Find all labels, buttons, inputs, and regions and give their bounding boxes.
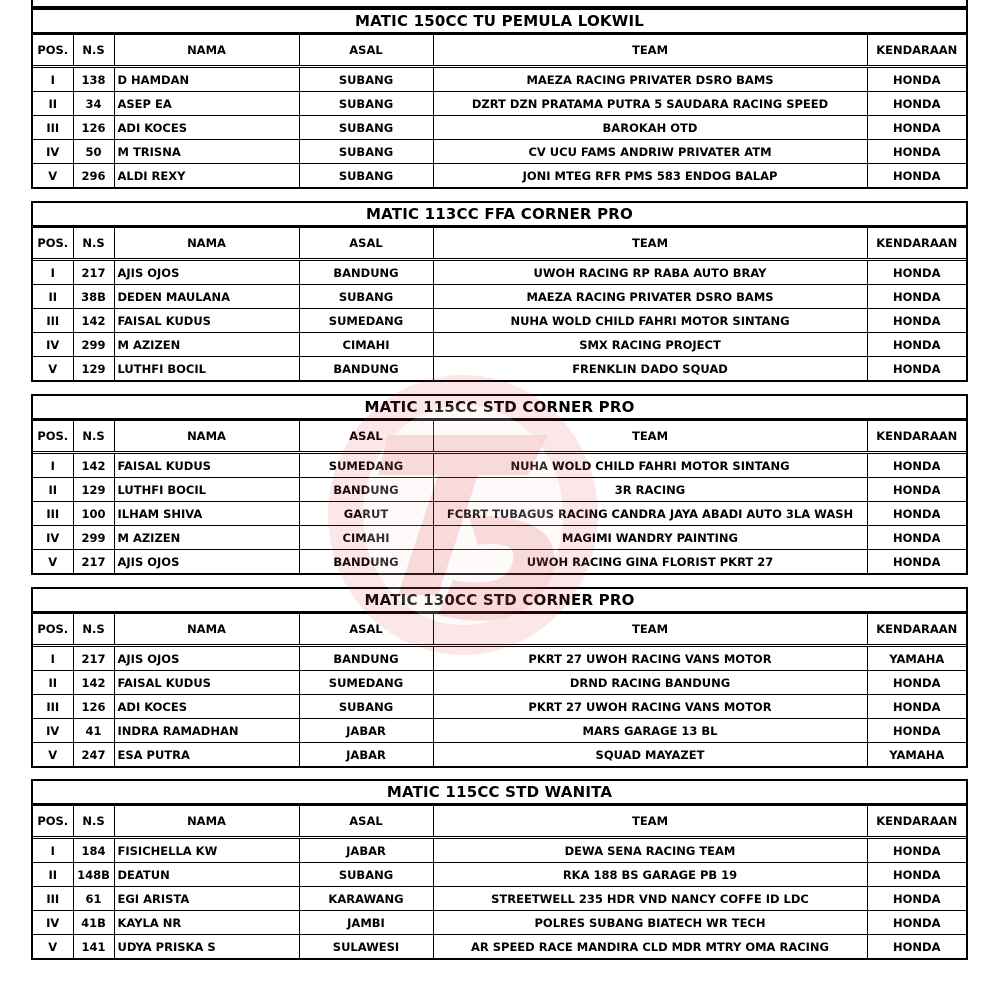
column-header-ns: N.S [73,228,114,260]
cell-asal: SUBANG [299,116,433,140]
cell-team: PKRT 27 UWOH RACING VANS MOTOR [433,695,867,719]
cell-nama: LUTHFI BOCIL [114,357,299,381]
cell-asal: JAMBI [299,911,433,935]
table-row [33,478,966,502]
cell-team: JONI MTEG RFR PMS 583 ENDOG BALAP [433,164,867,188]
table-row [33,92,966,116]
column-header-kendaraan: KENDARAAN [867,614,966,646]
cell-pos: IV [33,911,73,935]
cell-nama: DEATUN [114,863,299,887]
cell-pos: III [33,309,73,333]
cell-team: UWOH RACING RP RABA AUTO BRAY [433,260,867,285]
cell-asal: SUBANG [299,863,433,887]
results-table [33,613,966,766]
class-title: MATIC 130CC STD CORNER PRO [33,589,966,613]
table-row [33,357,966,381]
cell-team: UWOH RACING GINA FLORIST PKRT 27 [433,550,867,574]
cell-pos: IV [33,719,73,743]
column-header-asal: ASAL [299,421,433,453]
table-row [33,550,966,574]
cell-team: NUHA WOLD CHILD FAHRI MOTOR SINTANG [433,453,867,478]
cell-asal: BANDUNG [299,260,433,285]
cell-kendaraan: HONDA [867,671,966,695]
header-row [33,806,966,838]
class-title: MATIC 150CC TU PEMULA LOKWIL [33,10,966,34]
cell-ns: 34 [73,92,114,116]
results-table-block [31,587,968,768]
table-row [33,285,966,309]
cell-ns: 142 [73,309,114,333]
cell-asal: SULAWESI [299,935,433,959]
cell-kendaraan: HONDA [867,526,966,550]
cell-pos: I [33,838,73,863]
cell-team: RKA 188 BS GARAGE PB 19 [433,863,867,887]
cell-team: CV UCU FAMS ANDRIW PRIVATER ATM [433,140,867,164]
cell-team: SMX RACING PROJECT [433,333,867,357]
header-row [33,614,966,646]
table-row [33,140,966,164]
cell-nama: FAISAL KUDUS [114,309,299,333]
cell-nama: DEDEN MAULANA [114,285,299,309]
cell-asal: JABAR [299,838,433,863]
cell-nama: LUTHFI BOCIL [114,478,299,502]
cell-team: SQUAD MAYAZET [433,743,867,767]
cell-nama: FAISAL KUDUS [114,671,299,695]
column-header-nama: NAMA [114,806,299,838]
results-table-block [31,201,968,382]
cell-team: DZRT DZN PRATAMA PUTRA 5 SAUDARA RACING SPEED [433,92,867,116]
results-table [33,805,966,958]
cell-ns: 142 [73,671,114,695]
cell-pos: I [33,260,73,285]
cell-kendaraan: HONDA [867,887,966,911]
cell-nama: FISICHELLA KW [114,838,299,863]
cell-ns: 50 [73,140,114,164]
cell-pos: V [33,935,73,959]
table-row [33,935,966,959]
cell-team: BAROKAH OTD [433,116,867,140]
cell-asal: CIMAHI [299,333,433,357]
cell-nama: FAISAL KUDUS [114,453,299,478]
cell-nama: ADI KOCES [114,116,299,140]
cell-team: MARS GARAGE 13 BL [433,719,867,743]
cell-nama: UDYA PRISKA S [114,935,299,959]
column-header-kendaraan: KENDARAAN [867,806,966,838]
results-table-block [31,8,968,189]
table-row [33,309,966,333]
cell-nama: EGI ARISTA [114,887,299,911]
class-title: MATIC 115CC STD CORNER PRO [33,396,966,420]
cell-asal: SUBANG [299,92,433,116]
column-header-nama: NAMA [114,35,299,67]
column-header-pos: POS. [33,614,73,646]
cell-kendaraan: HONDA [867,164,966,188]
cell-kendaraan: HONDA [867,309,966,333]
cell-pos: IV [33,333,73,357]
cell-ns: 299 [73,526,114,550]
table-row [33,164,966,188]
column-header-pos: POS. [33,806,73,838]
cell-kendaraan: HONDA [867,838,966,863]
cell-ns: 126 [73,695,114,719]
cell-nama: INDRA RAMADHAN [114,719,299,743]
cell-asal: CIMAHI [299,526,433,550]
table-row [33,743,966,767]
cell-pos: V [33,550,73,574]
cell-pos: III [33,502,73,526]
cell-pos: II [33,285,73,309]
cell-asal: BANDUNG [299,550,433,574]
table-row [33,646,966,671]
cell-kendaraan: HONDA [867,550,966,574]
cell-kendaraan: HONDA [867,333,966,357]
table-row [33,67,966,92]
table-row [33,502,966,526]
cell-team: MAEZA RACING PRIVATER DSRO BAMS [433,285,867,309]
cell-nama: ESA PUTRA [114,743,299,767]
cell-ns: 41B [73,911,114,935]
column-header-ns: N.S [73,35,114,67]
cell-kendaraan: HONDA [867,140,966,164]
cell-kendaraan: HONDA [867,92,966,116]
results-table [33,227,966,380]
table-row [33,333,966,357]
column-header-pos: POS. [33,35,73,67]
column-header-pos: POS. [33,228,73,260]
table-row [33,116,966,140]
cell-kendaraan: HONDA [867,478,966,502]
table-row [33,887,966,911]
cell-nama: AJIS OJOS [114,550,299,574]
cell-asal: JABAR [299,719,433,743]
cell-kendaraan: HONDA [867,453,966,478]
cell-pos: V [33,357,73,381]
cell-pos: II [33,863,73,887]
cell-team: MAGIMI WANDRY PAINTING [433,526,867,550]
cell-kendaraan: HONDA [867,863,966,887]
cell-ns: 217 [73,646,114,671]
cell-ns: 184 [73,838,114,863]
cell-team: DEWA SENA RACING TEAM [433,838,867,863]
cell-ns: 129 [73,478,114,502]
cell-ns: 247 [73,743,114,767]
cell-pos: IV [33,140,73,164]
table-row [33,526,966,550]
cell-ns: 148B [73,863,114,887]
cell-asal: JABAR [299,743,433,767]
cell-nama: M AZIZEN [114,526,299,550]
column-header-kendaraan: KENDARAAN [867,228,966,260]
cell-ns: 41 [73,719,114,743]
cell-ns: 217 [73,260,114,285]
cell-team: PKRT 27 UWOH RACING VANS MOTOR [433,646,867,671]
column-header-kendaraan: KENDARAAN [867,421,966,453]
header-row [33,35,966,67]
column-header-team: TEAM [433,228,867,260]
cell-kendaraan: HONDA [867,357,966,381]
cell-pos: II [33,92,73,116]
cell-pos: II [33,671,73,695]
results-table [33,420,966,573]
cell-team: FCBRT TUBAGUS RACING CANDRA JAYA ABADI AUTO 3LA WASH [433,502,867,526]
cell-nama: M TRISNA [114,140,299,164]
cell-nama: KAYLA NR [114,911,299,935]
cell-kendaraan: HONDA [867,67,966,92]
cell-team: DRND RACING BANDUNG [433,671,867,695]
cell-ns: 217 [73,550,114,574]
cell-kendaraan: HONDA [867,911,966,935]
cell-team: AR SPEED RACE MANDIRA CLD MDR MTRY OMA RACING [433,935,867,959]
column-header-kendaraan: KENDARAAN [867,35,966,67]
cell-asal: KARAWANG [299,887,433,911]
table-row [33,260,966,285]
cell-nama: M AZIZEN [114,333,299,357]
cell-ns: 61 [73,887,114,911]
cell-nama: AJIS OJOS [114,260,299,285]
cell-pos: II [33,478,73,502]
column-header-team: TEAM [433,806,867,838]
cell-asal: SUMEDANG [299,671,433,695]
results-table [33,34,966,187]
class-title: MATIC 113CC FFA CORNER PRO [33,203,966,227]
cell-ns: 138 [73,67,114,92]
table-row [33,719,966,743]
cell-team: NUHA WOLD CHILD FAHRI MOTOR SINTANG [433,309,867,333]
column-header-team: TEAM [433,35,867,67]
cell-asal: BANDUNG [299,357,433,381]
cell-ns: 299 [73,333,114,357]
cell-nama: ASEP EA [114,92,299,116]
results-table-block [31,779,968,960]
cell-kendaraan: HONDA [867,695,966,719]
table-row [33,838,966,863]
cell-ns: 38B [73,285,114,309]
cell-asal: SUBANG [299,164,433,188]
column-header-team: TEAM [433,614,867,646]
column-header-pos: POS. [33,421,73,453]
cell-pos: V [33,743,73,767]
table-row [33,911,966,935]
cell-asal: BANDUNG [299,646,433,671]
cell-pos: V [33,164,73,188]
table-row [33,453,966,478]
column-header-nama: NAMA [114,614,299,646]
cell-asal: GARUT [299,502,433,526]
cell-kendaraan: HONDA [867,285,966,309]
header-row [33,421,966,453]
cell-team: FRENKLIN DADO SQUAD [433,357,867,381]
cell-asal: SUBANG [299,67,433,92]
cell-asal: SUBANG [299,285,433,309]
cell-nama: ILHAM SHIVA [114,502,299,526]
cell-asal: SUMEDANG [299,309,433,333]
cell-kendaraan: HONDA [867,502,966,526]
column-header-team: TEAM [433,421,867,453]
cell-pos: III [33,695,73,719]
cell-ns: 142 [73,453,114,478]
column-header-asal: ASAL [299,614,433,646]
column-header-asal: ASAL [299,228,433,260]
column-header-asal: ASAL [299,35,433,67]
cell-team: MAEZA RACING PRIVATER DSRO BAMS [433,67,867,92]
cell-kendaraan: HONDA [867,260,966,285]
column-header-asal: ASAL [299,806,433,838]
cell-pos: III [33,887,73,911]
header-row [33,228,966,260]
cell-pos: III [33,116,73,140]
cell-ns: 100 [73,502,114,526]
cell-nama: ALDI REXY [114,164,299,188]
cell-ns: 296 [73,164,114,188]
cell-team: POLRES SUBANG BIATECH WR TECH [433,911,867,935]
cell-pos: I [33,67,73,92]
cell-kendaraan: HONDA [867,719,966,743]
cell-pos: I [33,453,73,478]
cell-team: STREETWELL 235 HDR VND NANCY COFFE ID LDC [433,887,867,911]
previous-table-edge [31,0,968,8]
cell-ns: 129 [73,357,114,381]
table-row [33,863,966,887]
cell-nama: AJIS OJOS [114,646,299,671]
cell-asal: BANDUNG [299,478,433,502]
cell-kendaraan: YAMAHA [867,646,966,671]
cell-asal: SUMEDANG [299,453,433,478]
cell-nama: D HAMDAN [114,67,299,92]
column-header-ns: N.S [73,421,114,453]
cell-ns: 126 [73,116,114,140]
cell-asal: SUBANG [299,140,433,164]
class-title: MATIC 115CC STD WANITA [33,781,966,805]
cell-kendaraan: HONDA [867,116,966,140]
column-header-nama: NAMA [114,421,299,453]
column-header-ns: N.S [73,806,114,838]
cell-pos: I [33,646,73,671]
cell-kendaraan: HONDA [867,935,966,959]
cell-nama: ADI KOCES [114,695,299,719]
table-row [33,695,966,719]
results-table-block [31,394,968,575]
table-row [33,671,966,695]
cell-asal: SUBANG [299,695,433,719]
cell-ns: 141 [73,935,114,959]
cell-team: 3R RACING [433,478,867,502]
column-header-nama: NAMA [114,228,299,260]
cell-kendaraan: YAMAHA [867,743,966,767]
column-header-ns: N.S [73,614,114,646]
cell-pos: IV [33,526,73,550]
